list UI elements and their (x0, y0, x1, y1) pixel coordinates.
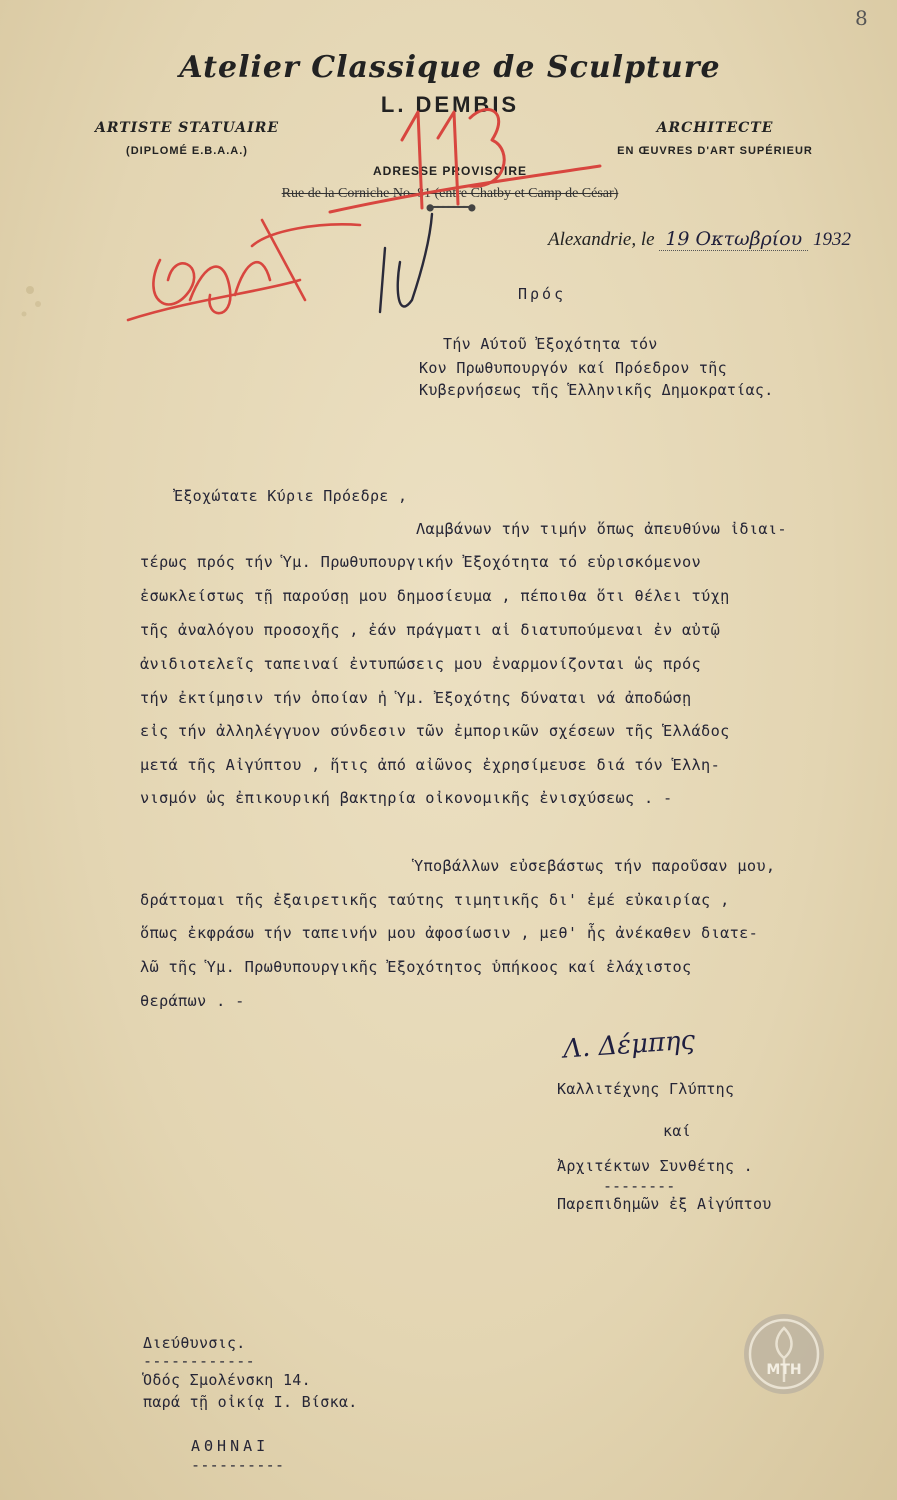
address-label: Διεύθυνσις. (143, 1334, 246, 1352)
body-line: λῶ τῆς Ὑμ. Πρωθυπουργικῆς Ἐξοχότητος ὑπήκοος καί ἐλάχιστος (140, 958, 692, 976)
archive-stamp (740, 1310, 828, 1398)
letterhead-name: L. DEMBIS (380, 92, 520, 117)
body-line: ἐσωκλείστως τῇ παρούσῃ μου δημοσίευμα , πέποιθα ὅτι θέλει τύχῃ (140, 587, 730, 605)
city-dashes: ---------- (191, 1456, 285, 1474)
letterhead-left-title: ARTISTE STATUAIRE (94, 120, 280, 136)
body-line: νισμόν ὡς ἐπικουρική βακτηρία οἰκονομικῆς ἐνισχύσεως . - (140, 789, 673, 807)
address-line-2: παρά τῇ οἰκίᾳ Ι. Βίσκα. (143, 1393, 358, 1411)
handwritten-signature: Λ. Δέμπης (562, 1025, 697, 1065)
body-line: ὅπως ἐκφράσω τήν ταπεινήν μου ἀφοσίωσιν , μεθ' ἧς ἀνέκαθεν διατε- (140, 924, 759, 942)
red-number-text: 113 (420, 152, 422, 153)
body-line: τήν ἐκτίμησιν τήν ὁποίαν ἡ Ὑμ. Ἐξοχότης δύναται νά ἀποδώσῃ (140, 689, 692, 707)
red-scribble (128, 220, 360, 320)
address-city: ΑΘΗΝΑΙ (191, 1437, 270, 1455)
dateline-date: 19 Οκτωβρίου (659, 228, 808, 251)
paper-stain (0, 270, 60, 330)
body-line: Ὑποβάλλων εὐσεβάστως τήν παροῦσαν μου, (414, 857, 776, 875)
recipient-line-3: Κυβερνήσεως τῆς Ἑλληνικῆς Δημοκρατίας. (419, 381, 774, 399)
body-line: δράττομαι τῆς ἐξαιρετικῆς ταύτης τιμητικῆς δι' ἐμέ εὐκαιρίας , (140, 891, 730, 909)
letterhead-address-label: ADRESSE PROVISOIRE (372, 164, 528, 178)
handwritten-mark-18 (380, 214, 432, 312)
letterhead-left-sub: (DIPLOMÉ E.B.A.A.) (126, 145, 248, 157)
address-dashes: ------------ (143, 1352, 255, 1370)
body-line: Λαμβάνων τήν τιμήν ὅπως ἀπευθύνω ἰδιαι- (416, 520, 787, 538)
greeting: Ἐξοχώτατε Κύριε Πρόεδρε , (174, 487, 408, 505)
archive-page-number: 8 (855, 6, 868, 30)
body-line: θεράπων . - (140, 992, 245, 1010)
body-line: μετά τῆς Αἰγύπτου , ἥτις ἀπό αἰῶνος ἐχρησίμευσε διά τόν Ἑλλη- (140, 756, 721, 774)
letterhead-right-title: ARCHITECTE (656, 120, 774, 136)
signature-title-1: Καλλιτέχνης Γλύπτης (557, 1080, 735, 1098)
signature-title-3: Ἀρχιτέκτων Συνθέτης . (557, 1157, 753, 1175)
letterhead-old-address: Rue de la Corniche No. 81 (entre Chatby et Camp de César) (281, 186, 619, 201)
ornament-divider: ●━━━━━━━● (426, 200, 474, 214)
body-line: τέρως πρός τήν Ὑμ. Πρωθυπουργικήν Ἐξοχότητα τό εὑρισκόμενον (140, 553, 702, 571)
signature-dashes: -------- (603, 1177, 676, 1195)
body-line: εἰς τήν ἀλληλέγγυον σύνδεσιν τῶν ἐμπορικῶν σχέσεων τῆς Ἑλλάδος (140, 722, 730, 740)
letterhead-right-sub: EN ŒUVRES D'ART SUPÉRIEUR (617, 145, 813, 157)
letterhead-atelier: Atelier Classique de Sculpture (179, 50, 721, 85)
recipient-preposition: Πρός (518, 285, 567, 303)
signature-title-4: Παρεπιδημῶν ἐξ Αἰγύπτου (557, 1195, 772, 1213)
signature-title-2: καί (663, 1122, 691, 1140)
recipient-line-2: Κον Πρωθυπουργόν καί Πρόεδρον τῆς (419, 359, 727, 377)
red-number-113 (330, 109, 600, 212)
dateline (548, 228, 851, 251)
body-line: ἀνιδιοτελεῖς ταπειναί ἐντυπώσεις μου ἐναρμονίζονται ὡς πρός (140, 655, 702, 673)
recipient-line-1: Τήν Αύτοῦ Ἐξοχότητα τόν (443, 335, 658, 353)
dateline-place: Alexandrie, le (548, 229, 655, 250)
address-line-1: Ὁδός Σμολένσκη 14. (143, 1371, 311, 1389)
stamp-letters: ΜΤΗ (766, 1362, 802, 1378)
dateline-year: 1932 (812, 229, 851, 250)
body-line: τῆς ἀναλόγου προσοχῆς , ἐάν πράγματι αἱ διατυπούμεναι ἐν αὐτῷ (140, 621, 721, 639)
annotation-layer (0, 0, 897, 420)
